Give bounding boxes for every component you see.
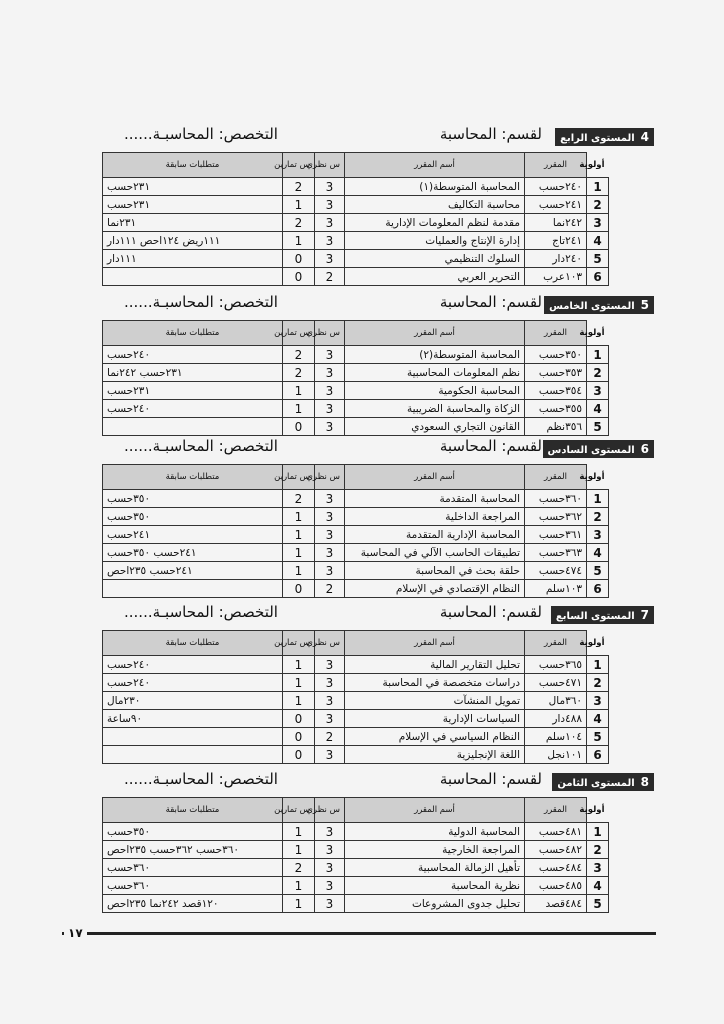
course-name: المراجعة الخارجية [345,841,525,859]
prerequisites: ٣٦٠حسب [103,859,283,877]
course-name: دراسات متخصصة في المحاسبة [345,674,525,692]
level-badge [543,440,654,458]
theory-hours: 3 [315,250,345,268]
table-row [103,526,609,544]
course-code: ٢٤١تاج [525,232,587,250]
level-header [100,437,660,462]
course-name: المحاسبة المتقدمة [345,490,525,508]
theory-hours: 3 [315,674,345,692]
level-section [100,125,660,286]
header-theory: س نظري [315,153,345,178]
row-priority: 6 [587,268,609,286]
level-badge [551,606,654,624]
course-name: مقدمة لنظم المعلومات الإدارية [345,214,525,232]
table-row [103,418,609,436]
row-priority: 2 [587,674,609,692]
course-code: ٣٦٣حسب [525,544,587,562]
table-row [103,859,609,877]
course-code: ٣٦٥حسب [525,656,587,674]
practice-hours: 1 [283,544,315,562]
header-prereq: متطلبات سابقة [103,465,283,490]
header-practice: س تمارين [283,798,315,823]
course-name: السياسات الإدارية [345,710,525,728]
theory-hours: 3 [315,400,345,418]
row-priority: 6 [587,746,609,764]
course-name: السلوك التنظيمي [345,250,525,268]
prerequisites: ٢٤٠حسب [103,400,283,418]
course-code: ٣٥٦نظم [525,418,587,436]
level-number: 4 [640,130,649,144]
prerequisites: ١١١دار [103,250,283,268]
table-row [103,895,609,913]
row-priority: 1 [587,823,609,841]
department-title: لقسم: المحاسبة [439,437,542,455]
header-course-code: المقرر [525,153,587,178]
level-badge [552,773,654,791]
table-row [103,382,609,400]
table-row [103,746,609,764]
table-row [103,490,609,508]
practice-hours: 1 [283,674,315,692]
course-code: ٣٦٢حسب [525,508,587,526]
row-priority: 4 [587,710,609,728]
theory-hours: 3 [315,364,345,382]
practice-hours: 1 [283,895,315,913]
table-row [103,728,609,746]
table-row [103,692,609,710]
theory-hours: 3 [315,895,345,913]
course-code: ٤٨١حسب [525,823,587,841]
header-theory: س نظري [315,321,345,346]
header-practice: س تمارين [283,631,315,656]
prerequisites: ٣٥٠حسب [103,823,283,841]
table-row [103,196,609,214]
header-course-code: المقرر [525,321,587,346]
course-code: ٣٥٥حسب [525,400,587,418]
theory-hours: 3 [315,346,345,364]
department-title: لقسم: المحاسبة [439,125,542,143]
course-code: ١٠٣سلم [525,580,587,598]
header-theory: س نظري [315,798,345,823]
level-label: المستوى السابع [555,611,635,622]
practice-hours: 1 [283,508,315,526]
course-name: حلقة بحث في المحاسبة [345,562,525,580]
table-row [103,400,609,418]
course-code: ٣٥٤حسب [525,382,587,400]
practice-hours: 2 [283,859,315,877]
practice-hours: 1 [283,562,315,580]
course-code: ٢٤٠حسب [525,178,587,196]
level-header [100,603,660,628]
theory-hours: 3 [315,746,345,764]
level-section [100,603,660,764]
table-header-row [103,631,609,656]
header-practice: س تمارين [283,465,315,490]
header-priority: أولوية [587,465,609,490]
row-priority: 2 [587,364,609,382]
prerequisites: ٢٤٠حسب [103,656,283,674]
theory-hours: 3 [315,656,345,674]
practice-hours: 2 [283,178,315,196]
header-course-name: أسم المقرر [345,153,525,178]
specialization-title: التخصص: المحاسبـة...... [124,293,278,311]
practice-hours: 0 [283,746,315,764]
practice-hours: 1 [283,382,315,400]
course-code: ٤٨٤حسب [525,859,587,877]
practice-hours: 1 [283,526,315,544]
level-number: 8 [640,775,649,789]
course-name: المراجعة الداخلية [345,508,525,526]
level-badge [555,128,654,146]
row-priority: 4 [587,877,609,895]
theory-hours: 3 [315,823,345,841]
course-name: القانون التجاري السعودي [345,418,525,436]
course-code: ٤٨٨دار [525,710,587,728]
prerequisites: ٢٤٠حسب [103,674,283,692]
course-name: نظرية المحاسبة [345,877,525,895]
course-name: تحليل جدوى المشروعات [345,895,525,913]
course-code: ٤٨٥حسب [525,877,587,895]
table-row [103,508,609,526]
row-priority: 3 [587,526,609,544]
row-priority: 5 [587,562,609,580]
prerequisites: ٢٣١حسب [103,178,283,196]
footer-rule [62,932,656,935]
row-priority: 1 [587,346,609,364]
theory-hours: 3 [315,544,345,562]
row-priority: 3 [587,859,609,877]
course-code: ١٠٤سلم [525,728,587,746]
theory-hours: 2 [315,580,345,598]
table-row [103,544,609,562]
course-name: نظم المعلومات المحاسبية [345,364,525,382]
course-code: ٣٦٠مال [525,692,587,710]
row-priority: 1 [587,490,609,508]
header-prereq: متطلبات سابقة [103,321,283,346]
level-number: 5 [640,298,649,312]
course-code: ٤٧١حسب [525,674,587,692]
level-label: المستوى الثامن [557,778,635,789]
practice-hours: 1 [283,692,315,710]
theory-hours: 3 [315,178,345,196]
course-name: الزكاة والمحاسبة الضريبية [345,400,525,418]
table-row [103,841,609,859]
prerequisites: ١٢٠قصد ٢٤٢نما ٢٣٥احص [103,895,283,913]
prerequisites: ٢٣١حسب ٢٤٢نما [103,364,283,382]
row-priority: 3 [587,214,609,232]
table-row [103,580,609,598]
table-header-row [103,321,609,346]
header-priority: أولوية [587,153,609,178]
header-prereq: متطلبات سابقة [103,798,283,823]
course-name: تمويل المنشآت [345,692,525,710]
table-row [103,823,609,841]
specialization-title: التخصص: المحاسبـة...... [124,770,278,788]
row-priority: 4 [587,544,609,562]
header-prereq: متطلبات سابقة [103,153,283,178]
level-label: المستوى السادس [547,445,635,456]
prerequisites [103,580,283,598]
courses-table [102,630,609,764]
table-row [103,364,609,382]
header-priority: أولوية [587,631,609,656]
header-course-name: أسم المقرر [345,631,525,656]
theory-hours: 3 [315,490,345,508]
practice-hours: 0 [283,728,315,746]
department-title: لقسم: المحاسبة [439,770,542,788]
header-course-name: أسم المقرر [345,798,525,823]
prerequisites: ٢٣٠مال [103,692,283,710]
specialization-title: التخصص: المحاسبـة...... [124,437,278,455]
level-section [100,293,660,436]
prerequisites [103,268,283,286]
table-row [103,214,609,232]
practice-hours: 0 [283,418,315,436]
level-label: المستوى الخامس [549,301,635,312]
level-badge [544,296,654,314]
course-code: ٣٦٠حسب [525,490,587,508]
course-name: تطبيقات الحاسب الآلي في المحاسبة [345,544,525,562]
theory-hours: 3 [315,692,345,710]
course-code: ١٠٣عرب [525,268,587,286]
prerequisites: ٣٥٠حسب [103,490,283,508]
header-practice: س تمارين [283,153,315,178]
course-code: ٣٥٣حسب [525,364,587,382]
course-code: ١٠١نجل [525,746,587,764]
practice-hours: 1 [283,400,315,418]
header-course-code: المقرر [525,465,587,490]
course-code: ٤٧٤حسب [525,562,587,580]
header-course-name: أسم المقرر [345,465,525,490]
course-name: النظام الإقتصادي في الإسلام [345,580,525,598]
table-row [103,656,609,674]
courses-table [102,464,609,598]
practice-hours: 1 [283,841,315,859]
header-practice: س تمارين [283,321,315,346]
practice-hours: 2 [283,214,315,232]
header-prereq: متطلبات سابقة [103,631,283,656]
course-name: اللغة الإنجليزية [345,746,525,764]
theory-hours: 3 [315,418,345,436]
row-priority: 4 [587,232,609,250]
table-row [103,232,609,250]
level-header [100,125,660,150]
header-theory: س نظري [315,465,345,490]
row-priority: 5 [587,250,609,268]
theory-hours: 3 [315,214,345,232]
practice-hours: 0 [283,580,315,598]
level-header [100,770,660,795]
level-section [100,437,660,598]
row-priority: 5 [587,418,609,436]
prerequisites: ٢٣١حسب [103,196,283,214]
prerequisites: ١١١ريض ١٢٤احص ١١١دار [103,232,283,250]
level-number: 7 [640,608,649,622]
theory-hours: 3 [315,526,345,544]
course-name: محاسبة التكاليف [345,196,525,214]
row-priority: 2 [587,196,609,214]
prerequisites: ٢٣١حسب [103,382,283,400]
practice-hours: 0 [283,710,315,728]
theory-hours: 2 [315,268,345,286]
department-title: لقسم: المحاسبة [439,293,542,311]
table-row [103,674,609,692]
table-row [103,346,609,364]
theory-hours: 3 [315,710,345,728]
course-code: ٢٤٠دار [525,250,587,268]
course-code: ٢٤١حسب [525,196,587,214]
course-name: النظام السياسي في الإسلام [345,728,525,746]
page-number: ١٧ [64,926,87,940]
prerequisites: ٢٣١نما [103,214,283,232]
theory-hours: 3 [315,562,345,580]
course-name: المحاسبة المتوسطة(٢) [345,346,525,364]
row-priority: 5 [587,728,609,746]
table-header-row [103,798,609,823]
course-code: ٢٤٢نما [525,214,587,232]
table-row [103,268,609,286]
practice-hours: 1 [283,877,315,895]
practice-hours: 2 [283,490,315,508]
course-name: المحاسبة الدولية [345,823,525,841]
level-label: المستوى الرابع [560,133,635,144]
theory-hours: 3 [315,859,345,877]
course-name: تأهيل الزمالة المحاسبية [345,859,525,877]
courses-table [102,152,609,286]
header-priority: أولوية [587,798,609,823]
theory-hours: 3 [315,232,345,250]
theory-hours: 3 [315,382,345,400]
practice-hours: 2 [283,346,315,364]
table-row [103,710,609,728]
table-row [103,562,609,580]
row-priority: 2 [587,841,609,859]
header-course-code: المقرر [525,798,587,823]
row-priority: 1 [587,178,609,196]
practice-hours: 0 [283,250,315,268]
course-code: ٣٥٠حسب [525,346,587,364]
row-priority: 5 [587,895,609,913]
level-header [100,293,660,318]
prerequisites [103,728,283,746]
prerequisites: ٢٤٠حسب [103,346,283,364]
header-theory: س نظري [315,631,345,656]
row-priority: 6 [587,580,609,598]
courses-table [102,797,609,913]
practice-hours: 1 [283,823,315,841]
specialization-title: التخصص: المحاسبـة...... [124,603,278,621]
prerequisites: ٢٤١حسب ٢٣٥احص [103,562,283,580]
theory-hours: 3 [315,508,345,526]
theory-hours: 3 [315,877,345,895]
header-course-name: أسم المقرر [345,321,525,346]
practice-hours: 2 [283,364,315,382]
prerequisites: ٣٥٠حسب [103,508,283,526]
table-header-row [103,465,609,490]
department-title: لقسم: المحاسبة [439,603,542,621]
table-row [103,250,609,268]
table-row [103,178,609,196]
course-name: إدارة الإنتاج والعمليات [345,232,525,250]
theory-hours: 3 [315,196,345,214]
level-section [100,770,660,913]
row-priority: 2 [587,508,609,526]
course-code: ٣٦١حسب [525,526,587,544]
practice-hours: 1 [283,196,315,214]
course-code: ٤٨٤قصد [525,895,587,913]
prerequisites [103,746,283,764]
course-name: المحاسبة الإدارية المتقدمة [345,526,525,544]
header-priority: أولوية [587,321,609,346]
header-course-code: المقرر [525,631,587,656]
courses-table [102,320,609,436]
table-header-row [103,153,609,178]
course-name: تحليل التقارير المالية [345,656,525,674]
prerequisites: ٩٠ساعة [103,710,283,728]
theory-hours: 2 [315,728,345,746]
specialization-title: التخصص: المحاسبـة...... [124,125,278,143]
prerequisites: ٣٦٠حسب ٣٦٢حسب ٢٣٥احص [103,841,283,859]
row-priority: 3 [587,692,609,710]
level-number: 6 [640,442,649,456]
course-code: ٤٨٢حسب [525,841,587,859]
table-row [103,877,609,895]
prerequisites: ٢٤١حسب ٣٥٠حسب [103,544,283,562]
prerequisites [103,418,283,436]
course-name: المحاسبة الحكومية [345,382,525,400]
theory-hours: 3 [315,841,345,859]
prerequisites: ٣٦٠حسب [103,877,283,895]
course-name: المحاسبة المتوسطة(١) [345,178,525,196]
row-priority: 4 [587,400,609,418]
row-priority: 3 [587,382,609,400]
practice-hours: 0 [283,268,315,286]
practice-hours: 1 [283,656,315,674]
practice-hours: 1 [283,232,315,250]
prerequisites: ٢٤١حسب [103,526,283,544]
row-priority: 1 [587,656,609,674]
course-name: التحرير العربي [345,268,525,286]
